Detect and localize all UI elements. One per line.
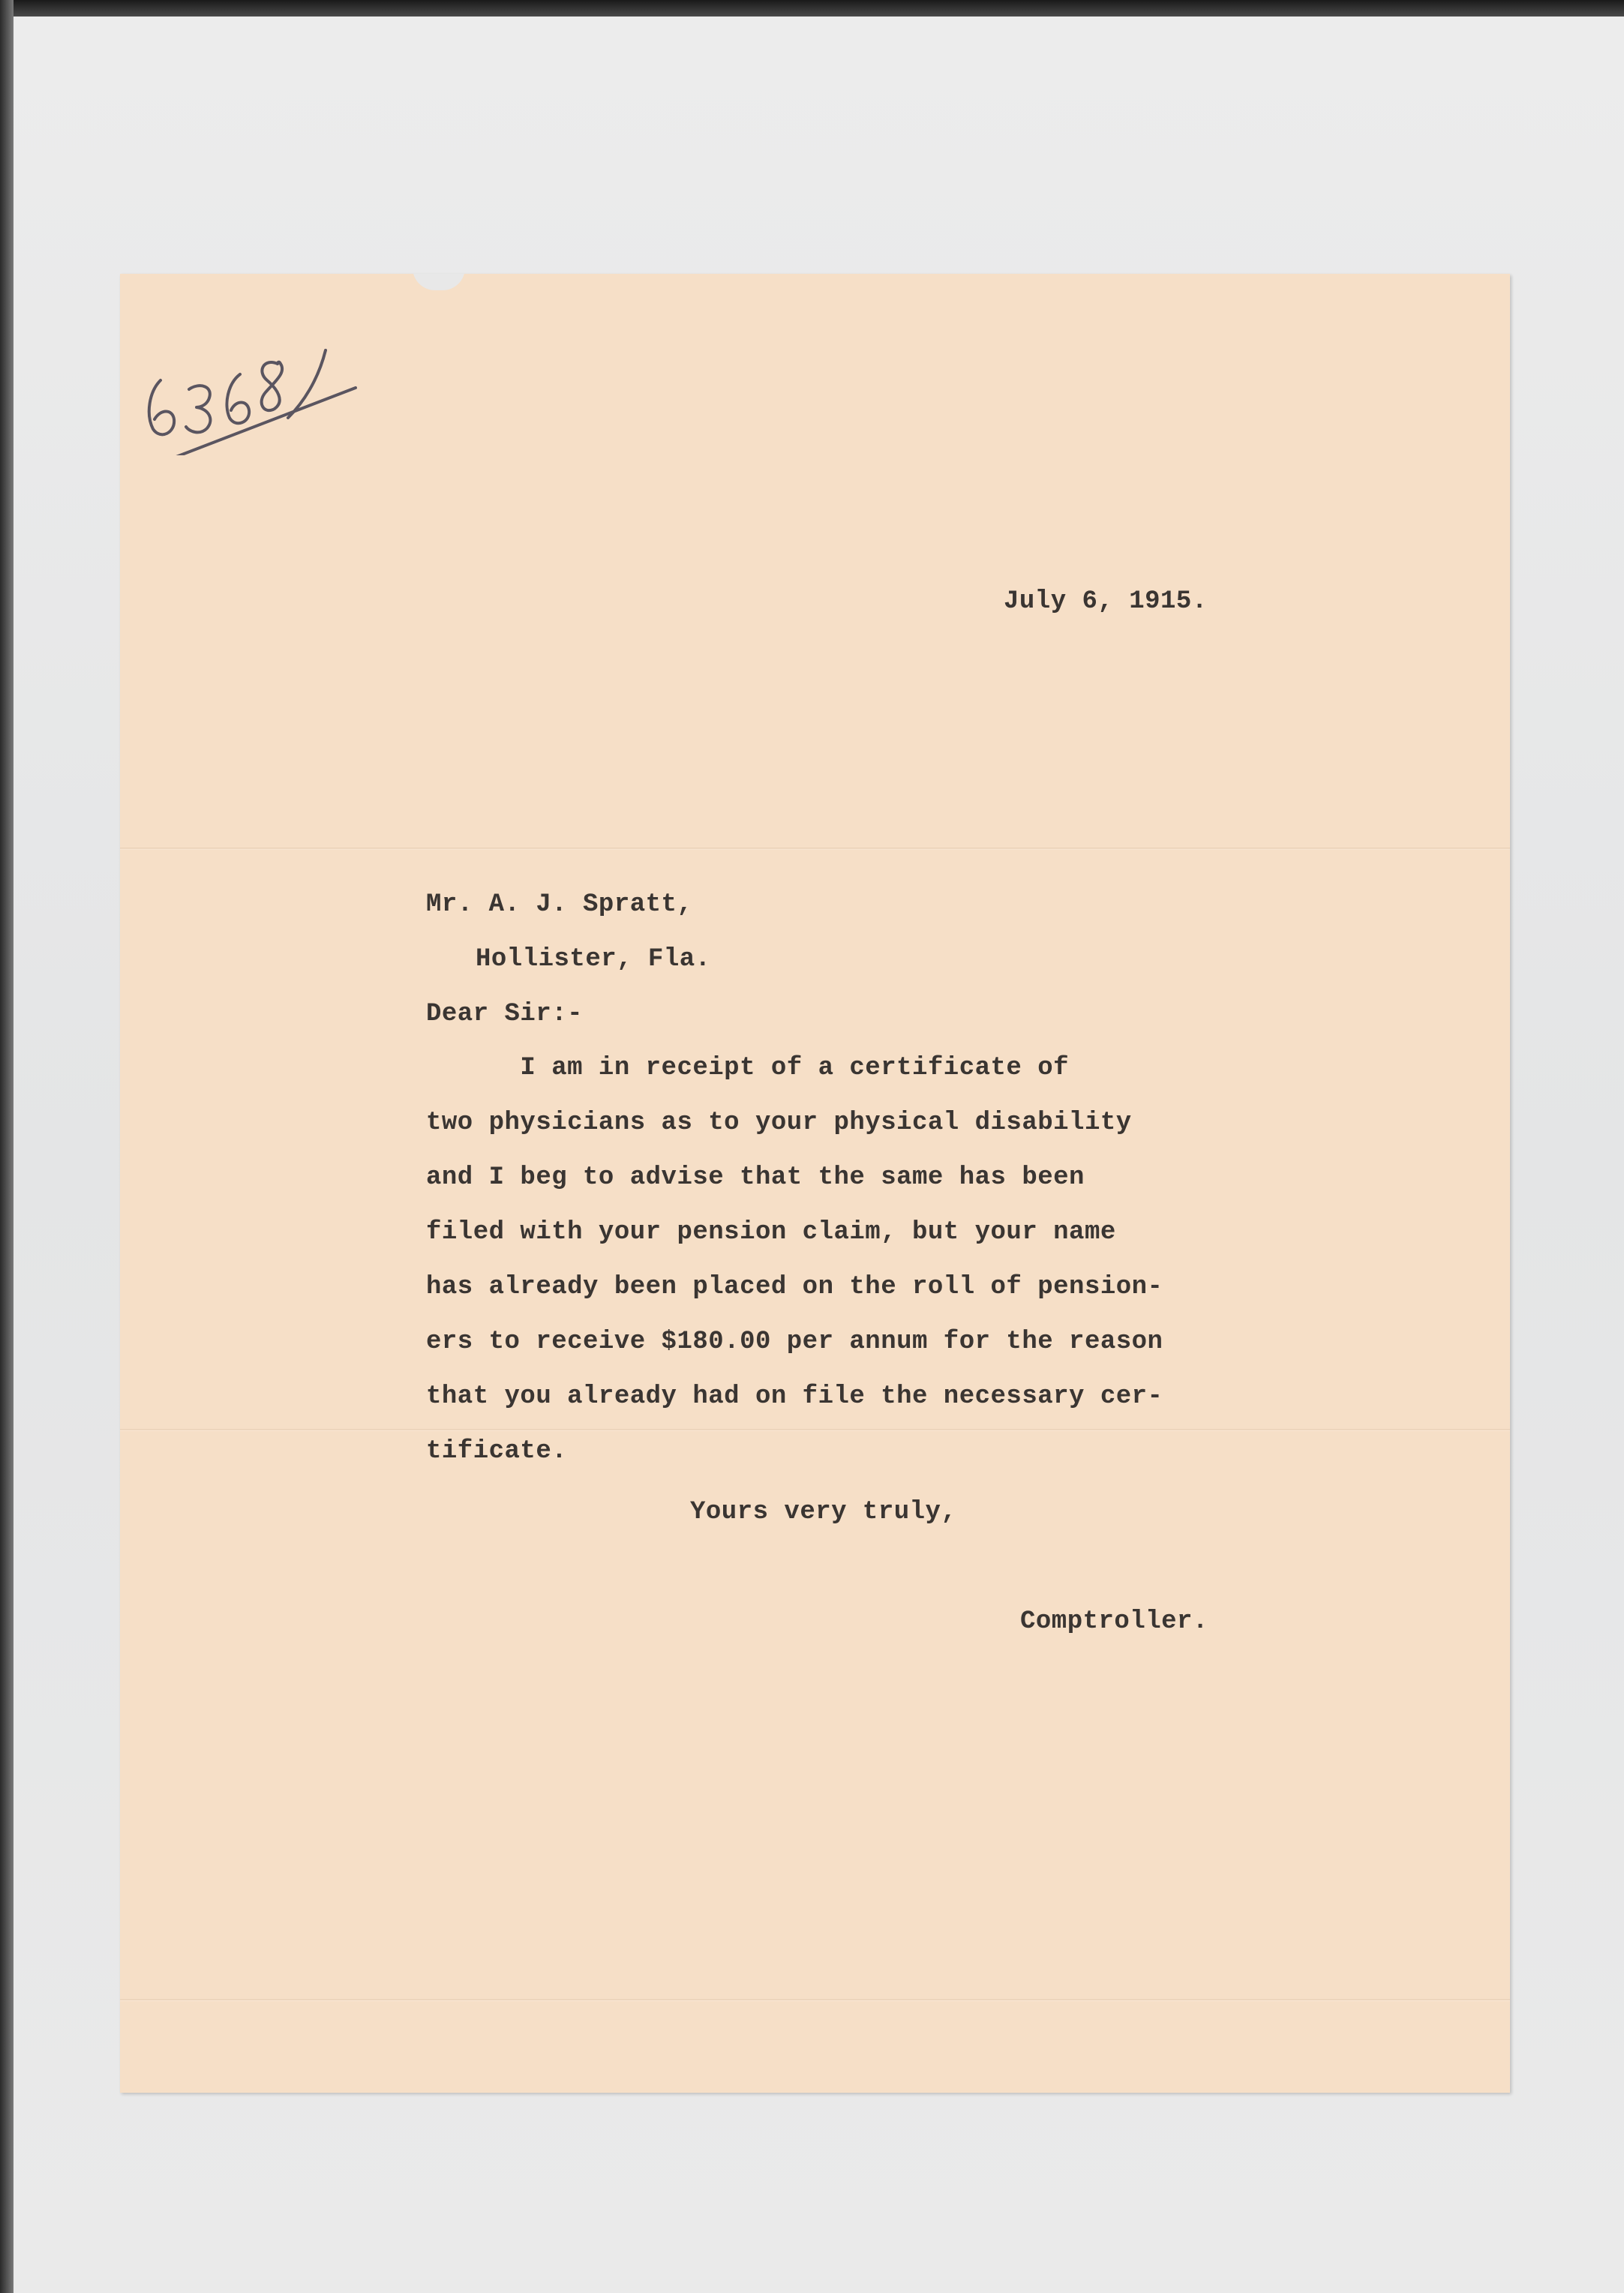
signature-title: Comptroller. (1020, 1607, 1208, 1636)
paper-fold-line (120, 1999, 1510, 2001)
body-line: and I beg to advise that the same has been (426, 1163, 1085, 1192)
body-line: tificate. (426, 1437, 568, 1466)
body-line: two physicians as to your physical disability (426, 1109, 1132, 1137)
scanner-left-edge (0, 0, 14, 2293)
scanner-top-edge (0, 0, 1624, 17)
paper-notch (413, 274, 465, 290)
paper-fold-line (120, 1429, 1510, 1431)
recipient-location: Hollister, Fla. (476, 945, 711, 974)
paper-fold-line (120, 848, 1510, 850)
body-line: ers to receive $180.00 per annum for the reason (426, 1328, 1163, 1356)
letter-sheet (120, 274, 1510, 2093)
body-line: I am in receipt of a certificate of (426, 1054, 1070, 1082)
body-line: has already been placed on the roll of pension- (426, 1273, 1163, 1301)
salutation: Dear Sir:- (426, 1000, 584, 1028)
handwritten-file-number (131, 335, 431, 455)
closing: Yours very truly, (690, 1498, 957, 1526)
recipient-name: Mr. A. J. Spratt, (426, 890, 693, 919)
body-line: that you already had on file the necessary cer- (426, 1382, 1163, 1411)
letter-date: July 6, 1915. (1004, 587, 1208, 616)
body-line: filed with your pension claim, but your name (426, 1218, 1116, 1247)
